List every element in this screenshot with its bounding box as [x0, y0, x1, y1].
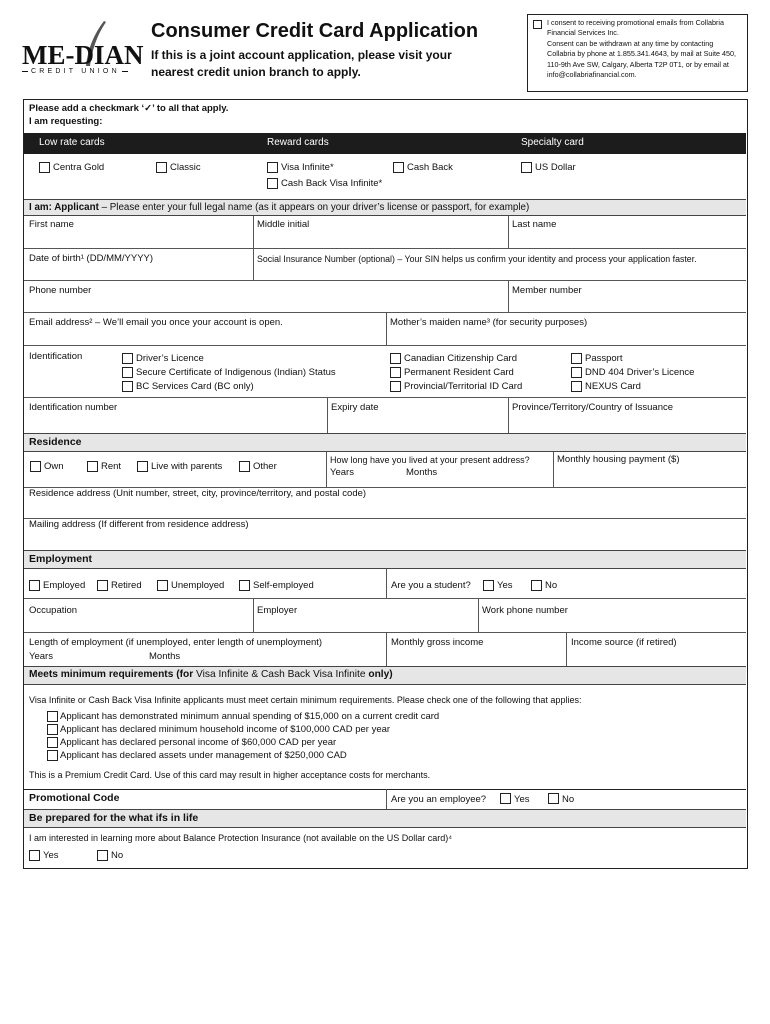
- requesting-label: I am requesting:: [29, 116, 103, 127]
- student-question: Are you a student?: [391, 580, 471, 591]
- req-spending-checkbox[interactable]: [47, 711, 58, 722]
- employer-field[interactable]: Employer: [257, 605, 298, 616]
- cash-back-checkbox[interactable]: [393, 162, 404, 173]
- expiry-date-field[interactable]: Expiry date: [331, 402, 379, 413]
- divider: [326, 452, 327, 487]
- promo-code-field[interactable]: Promotional Code: [29, 792, 120, 804]
- pr-card-checkbox[interactable]: [390, 367, 401, 378]
- divider: [478, 598, 479, 632]
- employment-heading: Employment: [29, 553, 93, 565]
- dnd-licence-checkbox[interactable]: [571, 367, 582, 378]
- student-no-checkbox[interactable]: [531, 580, 542, 591]
- nexus-card-checkbox[interactable]: [571, 381, 582, 392]
- row-divider: [24, 345, 746, 346]
- bc-services-checkbox[interactable]: [122, 381, 133, 392]
- req-personal-label: Applicant has declared personal income of $60,000 CAD per year: [60, 737, 337, 748]
- employee-yes-label: Yes: [514, 794, 530, 805]
- rent-checkbox[interactable]: [87, 461, 98, 472]
- residence-months-field[interactable]: Months: [406, 467, 438, 478]
- bpi-no-checkbox[interactable]: [97, 850, 108, 861]
- req-household-label: Applicant has declared minimum household income of $100,000 CAD per year: [60, 724, 391, 735]
- passport-label: Passport: [585, 353, 623, 364]
- dnd-licence-label: DND 404 Driver’s Licence: [585, 367, 695, 378]
- requirements-intro-rest: applicants must meet certain minimum requirements. Please check one of the following that applies:: [180, 695, 582, 705]
- maiden-name-field[interactable]: Mother’s maiden name³ (for security purposes): [390, 317, 588, 328]
- work-phone-field[interactable]: Work phone number: [482, 605, 568, 616]
- student-no-label: No: [545, 580, 558, 591]
- income-source-field[interactable]: Income source (if retired): [571, 637, 677, 648]
- pr-card-label: Permanent Resident Card: [404, 367, 514, 378]
- nexus-card-label: NEXUS Card: [585, 381, 641, 392]
- cash-back-infinite-label: Cash Back Visa Infinite*: [281, 178, 383, 189]
- row-divider: [24, 632, 746, 633]
- student-yes-checkbox[interactable]: [483, 580, 494, 591]
- mailing-address-field[interactable]: Mailing address (If different from residence address): [29, 519, 249, 530]
- logo-rule-right: [122, 71, 128, 72]
- consent-box: [527, 14, 748, 92]
- indigenous-status-label: Secure Certificate of Indigenous (Indian) Status: [136, 367, 336, 378]
- indigenous-status-checkbox[interactable]: [122, 367, 133, 378]
- row-divider: [24, 280, 746, 281]
- category-specialty: Specialty card: [521, 137, 584, 148]
- consent-withdraw-text: Consent can be withdrawn at any time by contacting Collabria by phone at 1.855.341.4643, by mail at Suite 450, 110-9th Ave SW, Calgary, Alberta T2P 0T1, or by email at info@collabriafinancial.com.: [547, 38, 737, 80]
- visa-infinite-checkbox[interactable]: [267, 162, 278, 173]
- applicant-heading-bold: I am: Applicant: [29, 202, 99, 213]
- divider: [253, 248, 254, 280]
- issuance-field[interactable]: Province/Territory/Country of Issuance: [512, 402, 674, 413]
- own-checkbox[interactable]: [30, 461, 41, 472]
- rent-label: Rent: [101, 461, 122, 472]
- logo-subtext: CREDIT UNION: [31, 68, 120, 75]
- employment-heading-bar: [24, 550, 746, 569]
- employee-no-label: No: [562, 794, 575, 805]
- bpi-yes-checkbox[interactable]: [29, 850, 40, 861]
- employee-question: Are you an employee?: [391, 794, 487, 805]
- divider: [386, 569, 387, 598]
- instruction-text: Please add a checkmark ‘✓’ to all that apply.: [29, 103, 229, 114]
- gross-income-field[interactable]: Monthly gross income: [391, 637, 484, 648]
- provincial-id-label: Provincial/Territorial ID Card: [404, 381, 523, 392]
- application-form: [23, 99, 748, 869]
- citizenship-card-label: Canadian Citizenship Card: [404, 353, 518, 364]
- first-name-field[interactable]: First name: [29, 219, 74, 230]
- employed-label: Employed: [43, 580, 86, 591]
- middle-initial-field[interactable]: Middle initial: [257, 219, 310, 230]
- logo-wordmark: ME-DIAN: [22, 40, 144, 70]
- id-number-field[interactable]: Identification number: [29, 402, 118, 413]
- requirements-heading-bold: Meets minimum requirements: [29, 669, 174, 680]
- bc-services-label: BC Services Card (BC only): [136, 381, 254, 392]
- page-title: Consumer Credit Card Application: [151, 20, 479, 42]
- last-name-field[interactable]: Last name: [512, 219, 557, 230]
- centra-gold-label: Centra Gold: [53, 162, 105, 173]
- self-employed-checkbox[interactable]: [239, 580, 250, 591]
- divider: [553, 452, 554, 487]
- cash-back-label: Cash Back: [407, 162, 453, 173]
- divider: [508, 280, 509, 312]
- how-long-label: How long have you lived at your present address?: [330, 455, 530, 465]
- applicant-heading-rest: – Please enter your full legal name (as it appears on your driver’s license or passport, for example): [98, 202, 530, 213]
- req-spending-label: Applicant has demonstrated minimum annual spending of $15,000 on a current credit card: [60, 711, 440, 722]
- row-divider: [24, 248, 746, 249]
- requirements-heading-cards: Visa Infinite & Cash Back Visa Infinite: [196, 669, 366, 680]
- provincial-id-checkbox[interactable]: [390, 381, 401, 392]
- whatifs-heading: Be prepared for the what ifs in life: [29, 812, 199, 824]
- requirements-intro: [29, 694, 581, 706]
- consent-text: I consent to receiving promotional emails from Collabria Financial Services Inc.: [547, 18, 724, 38]
- req-personal-checkbox[interactable]: [47, 737, 58, 748]
- divider: [566, 632, 567, 666]
- unemployed-checkbox[interactable]: [157, 580, 168, 591]
- req-assets-label: Applicant has declared assets under management of $250,000 CAD: [60, 750, 347, 761]
- employment-months-field[interactable]: Months: [149, 651, 181, 662]
- identification-label: Identification: [29, 351, 83, 362]
- dob-field[interactable]: Date of birth¹ (DD/MM/YYYY): [29, 253, 154, 264]
- req-assets-checkbox[interactable]: [47, 750, 58, 761]
- live-with-parents-checkbox[interactable]: [137, 461, 148, 472]
- passport-checkbox[interactable]: [571, 353, 582, 364]
- retired-label: Retired: [111, 580, 142, 591]
- unemployed-label: Unemployed: [171, 580, 225, 591]
- requirements-heading: [29, 669, 393, 681]
- other-label: Other: [253, 461, 277, 472]
- live-with-parents-label: Live with parents: [151, 461, 223, 472]
- row-divider: [24, 598, 746, 599]
- residence-address-field[interactable]: Residence address (Unit number, street, city, province/territory, and postal code): [29, 488, 367, 499]
- card-category-bar: [24, 133, 746, 154]
- sin-field[interactable]: Social Insurance Number (optional) – Your SIN helps us confirm your identity and process your application faster.: [257, 254, 697, 264]
- premium-note: This is a Premium Credit Card. Use of this card may result in higher acceptance costs for merchants.: [29, 770, 431, 780]
- divider: [508, 216, 509, 248]
- divider: [508, 397, 509, 433]
- divider: [386, 632, 387, 666]
- divider: [253, 598, 254, 632]
- retired-checkbox[interactable]: [97, 580, 108, 591]
- employee-no-checkbox[interactable]: [548, 793, 559, 804]
- logo-rule-left: [22, 71, 28, 72]
- divider: [386, 789, 387, 809]
- drivers-licence-checkbox[interactable]: [122, 353, 133, 364]
- requirements-heading-only: only): [365, 669, 393, 680]
- student-yes-label: Yes: [497, 580, 513, 591]
- other-checkbox[interactable]: [239, 461, 250, 472]
- category-low-rate: Low rate cards: [39, 137, 105, 148]
- bpi-no-label: No: [111, 850, 124, 861]
- credit-union-logo: [20, 20, 144, 80]
- page-subtitle: If this is a joint account application, please visit your nearest credit union branch to apply.: [151, 48, 452, 79]
- cash-back-infinite-checkbox[interactable]: [267, 178, 278, 189]
- bpi-question: I am interested in learning more about Balance Protection Insurance (not available on the US Dollar card)⁴: [29, 833, 453, 843]
- drivers-licence-label: Driver’s Licence: [136, 353, 204, 364]
- category-reward: Reward cards: [267, 137, 329, 148]
- row-divider: [24, 789, 746, 790]
- member-number-field[interactable]: Member number: [512, 285, 582, 296]
- residence-years-field[interactable]: Years: [330, 467, 354, 478]
- divider: [253, 216, 254, 248]
- row-divider: [24, 312, 746, 313]
- consent-checkbox[interactable]: [533, 20, 542, 29]
- classic-checkbox[interactable]: [156, 162, 167, 173]
- us-dollar-label: US Dollar: [535, 162, 576, 173]
- occupation-field[interactable]: Occupation: [29, 605, 78, 616]
- housing-payment-field[interactable]: Monthly housing payment ($): [557, 454, 680, 465]
- requirements-heading-paren: (for: [173, 669, 197, 680]
- email-field[interactable]: Email address² – We’ll email you once your account is open.: [29, 317, 283, 328]
- classic-label: Classic: [170, 162, 201, 173]
- bpi-yes-label: Yes: [43, 850, 59, 861]
- employed-checkbox[interactable]: [29, 580, 40, 591]
- employee-yes-checkbox[interactable]: [500, 793, 511, 804]
- divider: [327, 397, 328, 433]
- applicant-heading: [29, 202, 529, 214]
- employment-length-label: Length of employment (if unemployed, enter length of unemployment): [29, 637, 323, 648]
- residence-heading-bar: [24, 433, 746, 452]
- phone-field[interactable]: Phone number: [29, 285, 92, 296]
- visa-infinite-label: Visa Infinite*: [281, 162, 334, 173]
- citizenship-card-checkbox[interactable]: [390, 353, 401, 364]
- divider: [386, 312, 387, 345]
- req-household-checkbox[interactable]: [47, 724, 58, 735]
- own-label: Own: [44, 461, 64, 472]
- row-divider: [24, 397, 746, 398]
- centra-gold-checkbox[interactable]: [39, 162, 50, 173]
- employment-years-field[interactable]: Years: [29, 651, 53, 662]
- self-employed-label: Self-employed: [253, 580, 314, 591]
- us-dollar-checkbox[interactable]: [521, 162, 532, 173]
- residence-heading: Residence: [29, 436, 82, 448]
- requirements-intro-cards: Visa Infinite or Cash Back Visa Infinite: [29, 695, 181, 705]
